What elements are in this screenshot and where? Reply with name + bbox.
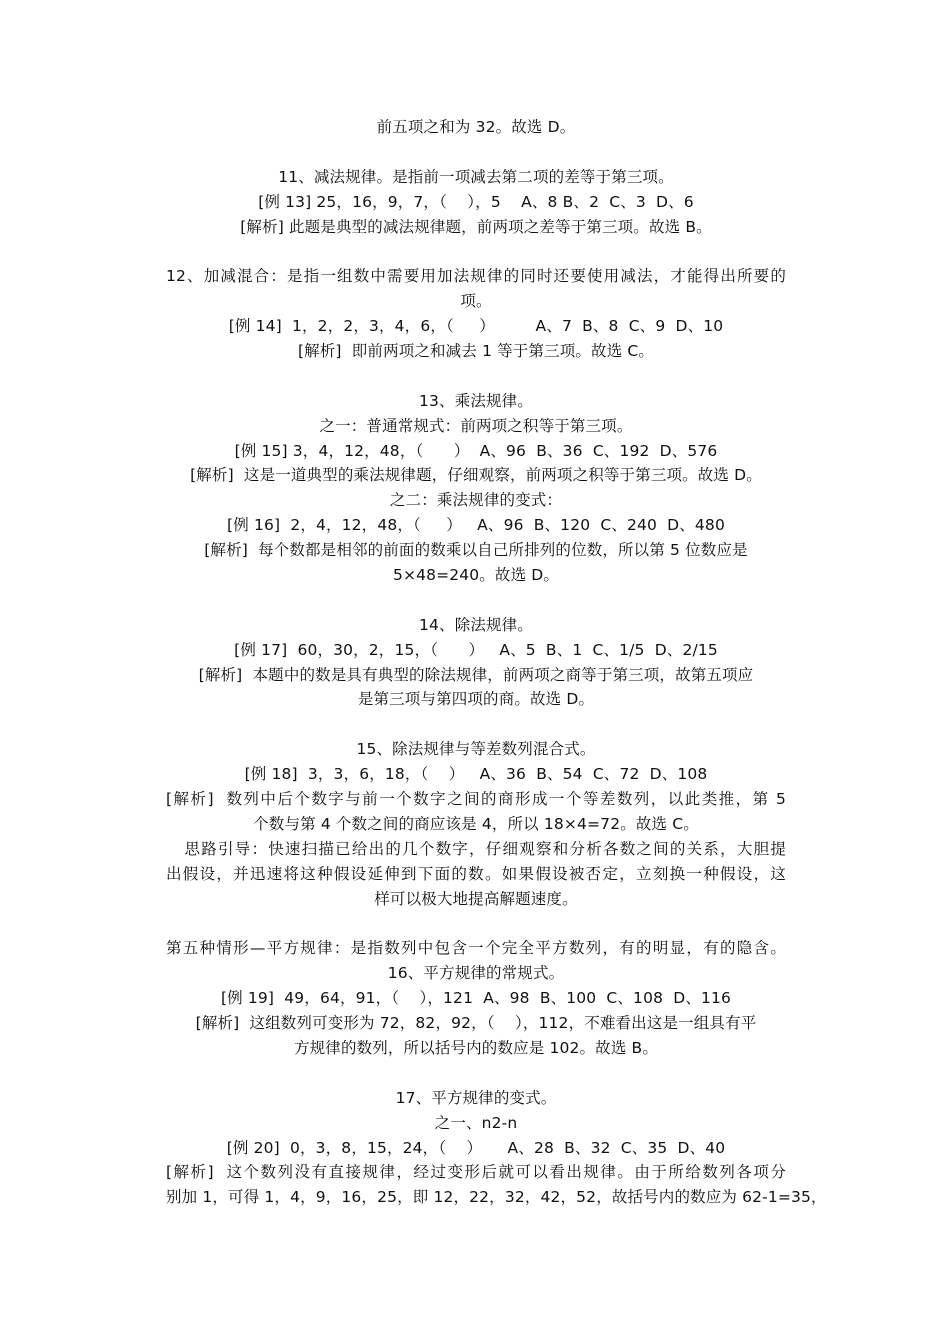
example-16: [例 16] 2，4，12，48，（ ） A、96 B、120 C、240 D、480 [227, 516, 725, 535]
analysis-19-cont: 方规律的数列，所以括号内的数应是 102。故选 B。 [294, 1038, 658, 1057]
blank-line [166, 140, 786, 165]
subheading-13-2: 之二：乘法规律的变式： [389, 491, 563, 510]
example-19: [例 19] 49，64，91，（ ），121 A、98 B、100 C、108 D、116 [220, 989, 732, 1008]
example-20: [例 20] 0，3，8，15，24，（ ） A、28 B、32 C、35 D、40 [226, 1138, 726, 1157]
example-14: [例 14] 1，2，2，3，4，6，（ ） A、7 B、8 C、9 D、10 [228, 317, 724, 336]
example-13: [例 13] 25，16，9，7，（ ），5 A、8 B、2 C、3 D、6 [258, 192, 694, 211]
case-five-heading: 第五种情形—平方规律：是指数列中包含一个完全平方数列，有的明显，有的隐含。 [166, 939, 786, 958]
section-heading-17: 17、平方规律的变式。 [395, 1088, 557, 1107]
subheading-17-1: 之一、n2-n [434, 1113, 518, 1132]
analysis-20: [解析] 这个数列没有直接规律，经过变形后就可以看出规律。由于所给数列各项分 [166, 1163, 786, 1182]
analysis-14: [解析] 即前两项之和减去 1 等于第三项。故选 C。 [297, 342, 655, 361]
blank-line [166, 712, 786, 737]
section-heading-11: 11、减法规律。是指前一项减去第二项的差等于第三项。 [278, 167, 674, 186]
analysis-18: [解析] 数列中后个数字与前一个数字之间的商形成一个等差数列，以此类推，第 5 [166, 790, 786, 809]
analysis-17: [解析] 本题中的数是具有典型的除法规律，前两项之商等于第三项，故第五项应 [198, 665, 754, 684]
analysis-20-cont: 别加 1，可得 1，4，9，16，25，即 12，22，32，42，52，故括号内的数应为 62-1=35， [166, 1188, 827, 1207]
section-heading-12: 12、加减混合：是指一组数中需要用加法规律的同时还要使用减法，才能得出所要的 [166, 267, 786, 286]
example-18: [例 18] 3，3，6，18，（ ） A、36 B、54 C、72 D、108 [244, 765, 708, 784]
section-heading-15: 15、除法规律与等差数列混合式。 [356, 740, 596, 759]
analysis-13: [解析] 此题是典型的减法规律题，前两项之差等于第三项。故选 B。 [240, 217, 712, 236]
blank-line [166, 912, 786, 937]
section-heading-13: 13、乘法规律。 [419, 391, 533, 410]
analysis-19: [解析] 这组数列可变形为 72，82，92，（ ），112，不难看出这是一组具有平 [195, 1014, 757, 1033]
hint-paragraph: 思路引导：快速扫描已给出的几个数字，仔细观察和分析各数之间的关系，大胆提 [166, 839, 786, 858]
section-heading-16: 16、平方规律的常规式。 [387, 964, 565, 983]
section-heading-12-cont: 项。 [460, 292, 492, 311]
hint-paragraph-cont: 出假设，并迅速将这种假设延伸到下面的数。如果假设被否定，立刻换一种假设，这 [166, 864, 786, 883]
example-17: [例 17] 60，30，2，15，（ ） A、5 B、1 C、1/5 D、2/15 [234, 640, 718, 659]
subheading-13-1: 之一：普通常规式：前两项之积等于第三项。 [319, 416, 633, 435]
hint-paragraph-end: 样可以极大地提高解题速度。 [374, 889, 578, 908]
blank-line [166, 364, 786, 389]
analysis-18-cont: 个数与第 4 个数之间的商应该是 4，所以 18×4=72。故选 C。 [253, 814, 699, 833]
document-page [166, 115, 827, 1210]
example-15: [例 15] 3，4，12，48，（ ） A、96 B、36 C、192 D、576 [234, 441, 718, 460]
analysis-16: [解析] 每个数都是相邻的前面的数乘以自己所排列的位数，所以第 5 位数应是 [204, 541, 748, 560]
blank-line [166, 588, 786, 613]
section-heading-14: 14、除法规律。 [419, 615, 533, 634]
blank-line [166, 239, 786, 264]
blank-line [166, 1061, 786, 1086]
analysis-15: [解析] 这是一道典型的乘法规律题，仔细观察，前两项之积等于第三项。故选 D。 [190, 466, 762, 485]
analysis-16-cont: 5×48=240。故选 D。 [392, 566, 560, 585]
analysis-17-cont: 是第三项与第四项的商。故选 D。 [357, 690, 595, 709]
text-line: 前五项之和为 32。故选 D。 [376, 118, 576, 136]
